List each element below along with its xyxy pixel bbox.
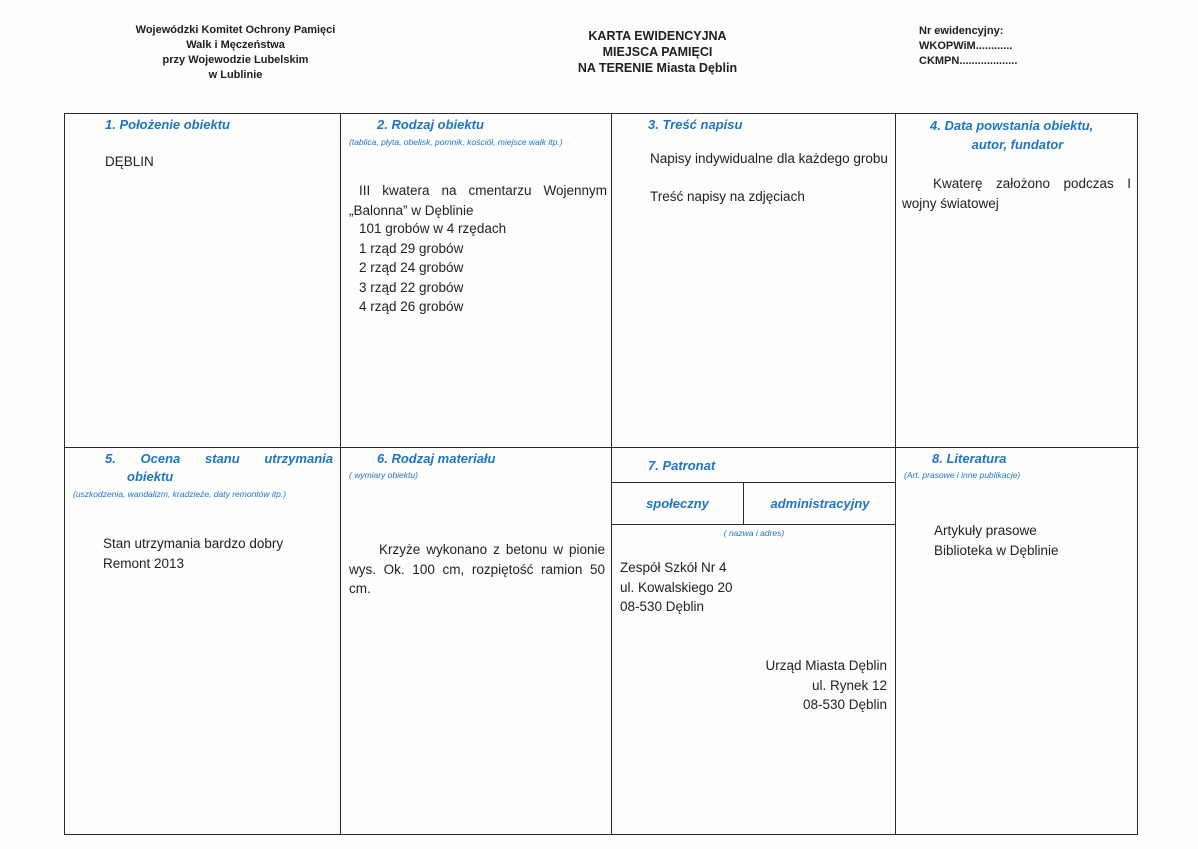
section-origin xyxy=(896,114,1139,448)
condition-line: Remont 2013 xyxy=(103,555,185,571)
section-title: 8. Literatura xyxy=(932,451,1007,466)
organization-line: Walk i Męczeństwa xyxy=(186,39,285,51)
section-material xyxy=(341,448,612,834)
organization-header xyxy=(118,23,353,83)
detail-line: 101 grobów w 4 rzędach xyxy=(359,221,507,236)
registry-wkopwim: WKOPWiM............ xyxy=(919,40,1013,52)
section-title: 3. Treść napisu xyxy=(648,117,743,132)
section-literature xyxy=(896,448,1139,834)
organization-line: Wojewódzki Komitet Ochrony Pamięci xyxy=(135,24,336,36)
section-title: 2. Rodzaj obiektu xyxy=(377,117,484,132)
record-card-grid xyxy=(64,113,1138,835)
patronage-social-header: społeczny xyxy=(646,496,709,511)
detail-line: 3 rząd 22 grobów xyxy=(359,279,464,295)
divider xyxy=(612,482,896,483)
address-line: ul. Kowalskiego 20 xyxy=(620,579,733,595)
section-object-type xyxy=(341,114,612,448)
origin-text: Kwaterę założono podczas I wojny światowej xyxy=(902,176,1131,211)
section-title: 5. Ocena stanu utrzymania xyxy=(105,451,333,466)
condition-line: Stan utrzymania bardzo dobry xyxy=(103,536,284,551)
condition-details xyxy=(103,534,283,573)
section-hint: ( nazwa i adres) xyxy=(723,528,785,538)
patronage-social-address xyxy=(620,558,733,617)
section-title-continued: obiektu xyxy=(127,469,174,484)
address-line: ul. Rynek 12 xyxy=(811,677,887,693)
title-line: NA TERENIE Miasta Dęblin xyxy=(577,61,738,75)
object-type-details xyxy=(359,219,506,317)
section-title: 4. Data powstania obiektu, xyxy=(930,118,1094,133)
detail-line: 4 rząd 26 grobów xyxy=(359,299,464,314)
registry-number xyxy=(919,24,1119,69)
address-line: 08-530 Dęblin xyxy=(802,697,887,712)
patronage-admin-address xyxy=(765,656,887,715)
section-title: 1. Położenie obiektu xyxy=(105,117,230,132)
inscription-text-2: Treść napisy na zdjęciach xyxy=(650,189,805,204)
section-hint: ( wymiary obiektu) xyxy=(349,470,418,480)
location-value: DĘBLIN xyxy=(105,154,154,169)
section-hint: (Art. prasowe i inne publikacje) xyxy=(904,470,1021,480)
literature-list xyxy=(934,521,1059,560)
address-line: Zespół Szkół Nr 4 xyxy=(620,560,727,575)
object-type-intro: III kwatera na cmentarzu Wojennym „Balonna” w Dęblinie xyxy=(349,183,607,218)
section-hint: (uszkodzenia, wandalizm, kradzieże, daty remontów itp.) xyxy=(73,489,287,499)
registry-label: Nr ewidencyjny: xyxy=(919,25,1004,37)
organization-line: w Lublinie xyxy=(208,69,263,81)
address-line: 08-530 Dęblin xyxy=(620,599,705,614)
section-hint: (tablica, płyta, obelisk, pomnik, kościół, miejsce walk itp.) xyxy=(349,137,563,147)
registry-ckmpn: CKMPN................... xyxy=(919,55,1018,67)
address-line: Urząd Miasta Dęblin xyxy=(765,658,887,673)
material-text: Krzyże wykonano z betonu w pionie wys. Ok. 100 cm, rozpiętość ramion 50 cm. xyxy=(349,542,605,596)
section-title-continued: autor, fundator xyxy=(971,137,1064,152)
detail-line: 2 rząd 24 grobów xyxy=(359,260,464,275)
section-title: 7. Patronat xyxy=(648,458,716,473)
section-title: 6. Rodzaj materiału xyxy=(377,451,496,466)
document-title xyxy=(540,28,775,76)
title-line: MIEJSCA PAMIĘCI xyxy=(602,45,713,59)
title-line: KARTA EWIDENCYJNA xyxy=(588,29,727,43)
section-condition xyxy=(65,448,341,834)
organization-line: przy Wojewodzie Lubelskim xyxy=(162,54,309,66)
section-location xyxy=(65,114,341,448)
patronage-admin-header: administracyjny xyxy=(770,496,870,511)
section-inscription xyxy=(612,114,896,448)
literature-line: Biblioteka w Dęblinie xyxy=(934,542,1059,558)
section-patronage xyxy=(612,448,896,834)
detail-line: 1 rząd 29 grobów xyxy=(359,240,464,256)
divider xyxy=(612,524,896,525)
literature-line: Artykuły prasowe xyxy=(934,523,1037,538)
inscription-text: Napisy indywidualne dla każdego grobu xyxy=(650,151,888,166)
